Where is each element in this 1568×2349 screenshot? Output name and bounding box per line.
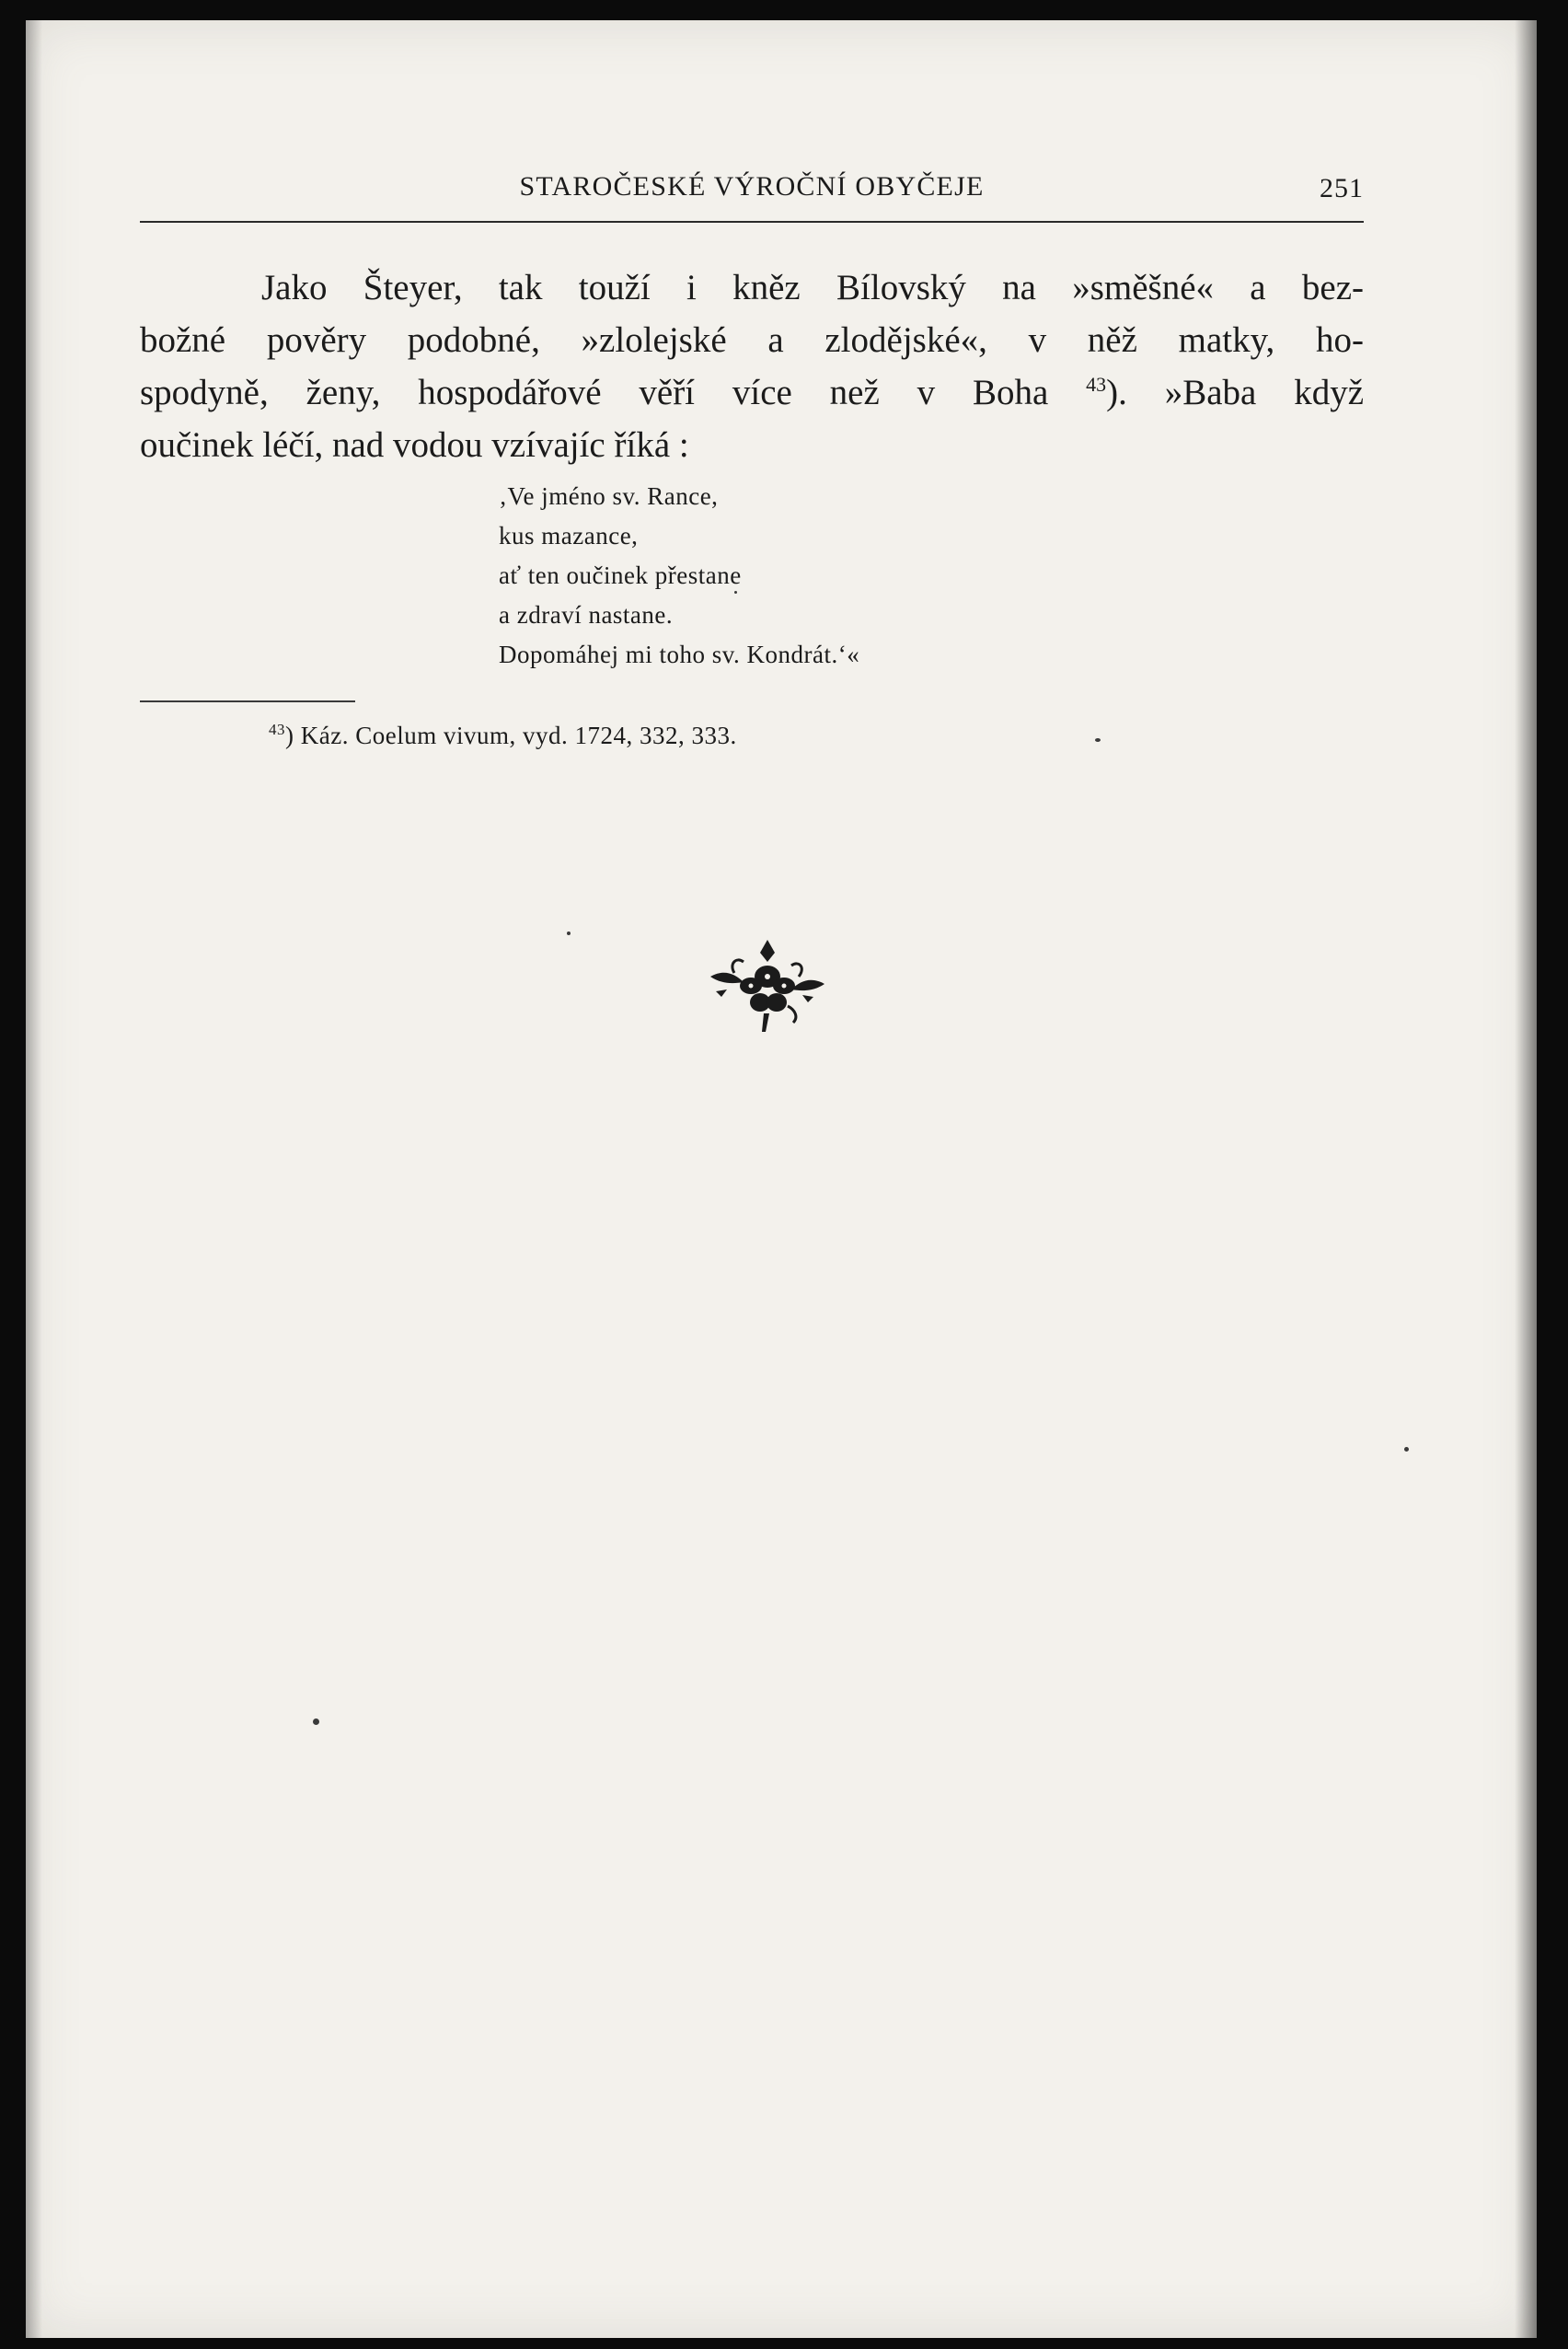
running-head [140,168,1364,214]
running-title: STAROČESKÉ VÝROČNÍ OBYČEJE [519,171,985,202]
body-line-1: Jako Šteyer, tak touží i kněz Bílovský na »směšné« a bez- [261,268,1364,307]
body-line-4: oučinek léčí, nad vodou vzívajíc říká : [140,425,689,465]
verse-line-5: Dopomáhej mi toho sv. Kondrát.‘« [499,641,860,668]
verse-line-2: kus mazance, [499,522,639,550]
page-shadow-left [26,20,42,2338]
print-speck [734,591,737,594]
body-line-3 [140,366,1364,419]
verse-line-3: ať ten oučinek přestane [499,561,742,589]
page-shadow-right [1515,20,1537,2338]
print-speck [1095,738,1101,742]
header-rule [140,221,1364,223]
footnote-rule [140,700,355,702]
print-speck [313,1718,319,1725]
footnote [269,717,737,754]
verse-line-1: ‚Ve jméno sv. Rance, [499,482,719,510]
footnote-reference: 43 [1086,373,1107,396]
book-page [26,20,1537,2338]
body-paragraph [140,261,1364,471]
body-line-3-text: spodyně, ženy, hospodářové věří více než v Boha [140,373,1049,412]
body-line-3-tail: ). »Baba když [1106,373,1365,412]
footnote-mark: 43 [269,721,285,738]
verse-line-4: a zdraví nastane. [499,601,674,629]
print-speck [567,932,571,935]
page-number: 251 [1320,173,1364,203]
body-line-2: božné pověry podobné, »zlolejské a zlodějské«, v něž matky, ho- [140,320,1364,360]
footnote-text: ) Káz. Coelum vivum, vyd. 1724, 332, 333. [285,722,737,749]
print-speck [1404,1447,1409,1452]
floral-vignette-icon [707,936,828,1036]
verse-quotation [499,477,859,675]
